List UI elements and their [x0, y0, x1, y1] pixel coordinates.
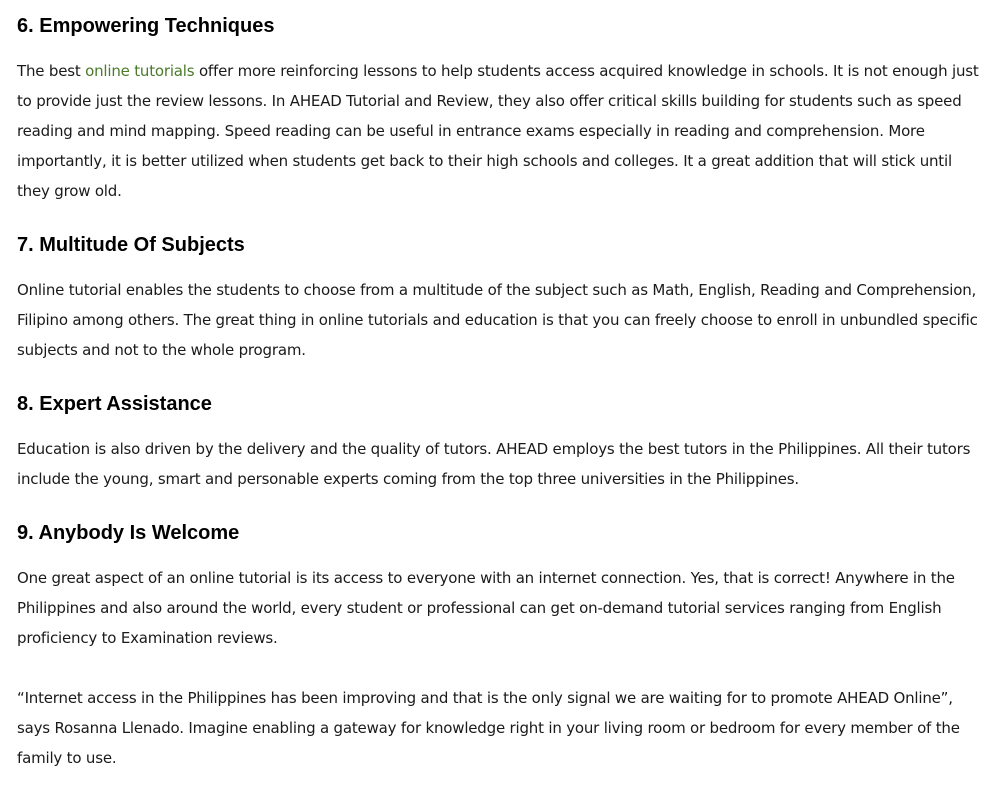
paragraph-text: The best [17, 62, 86, 80]
section-paragraph-empowering-techniques [17, 56, 979, 206]
section-heading-expert-assistance: 8. Expert Assistance [17, 393, 212, 415]
online-tutorials-link[interactable]: online tutorials [85, 62, 195, 80]
paragraph-text: offer more reinforcing lessons to help students access acquired knowledge in schools. It is not enough just to provide just the review lessons. In AHEAD Tutorial and Review, they also offer critical skills building for students such as speed reading and mind mapping. Speed reading can be useful in entrance exams especially in reading and comprehension. More importantly, it is better utilized when students get back to their high schools and colleges. It a great addition that will stick until they grow old. [17, 62, 979, 200]
section-heading-anybody-is-welcome: 9. Anybody Is Welcome [17, 522, 240, 544]
section-heading-empowering-techniques: 6. Empowering Techniques [17, 15, 275, 37]
section-heading-multitude-of-subjects: 7. Multitude Of Subjects [17, 234, 245, 256]
quote-paragraph: “Internet access in the Philippines has been improving and that is the only signal we are waiting for to promote AHEAD Online”, says Rosanna Llenado. Imagine enabling a gateway for knowledge right in your living room or bedroom for every member of the family to use. [17, 689, 960, 767]
section-paragraph-anybody-is-welcome: One great aspect of an online tutorial is its access to everyone with an internet connection. Yes, that is correct! Anywhere in the Philippines and also around the world, every student or professional can get on-demand tutorial services ranging from English proficiency to Examination reviews. [17, 569, 955, 647]
section-paragraph-multitude-of-subjects: Online tutorial enables the students to choose from a multitude of the subject such as Math, English, Reading and Comprehension, Filipino among others. The great thing in online tutorials and education is that you can freely choose to enroll in unbundled specific subjects and not to the whole program. [17, 281, 978, 359]
section-paragraph-expert-assistance: Education is also driven by the delivery and the quality of tutors. AHEAD employs the best tutors in the Philippines. All their tutors include the young, smart and personable experts coming from the top three universities in the Philippines. [17, 440, 971, 488]
